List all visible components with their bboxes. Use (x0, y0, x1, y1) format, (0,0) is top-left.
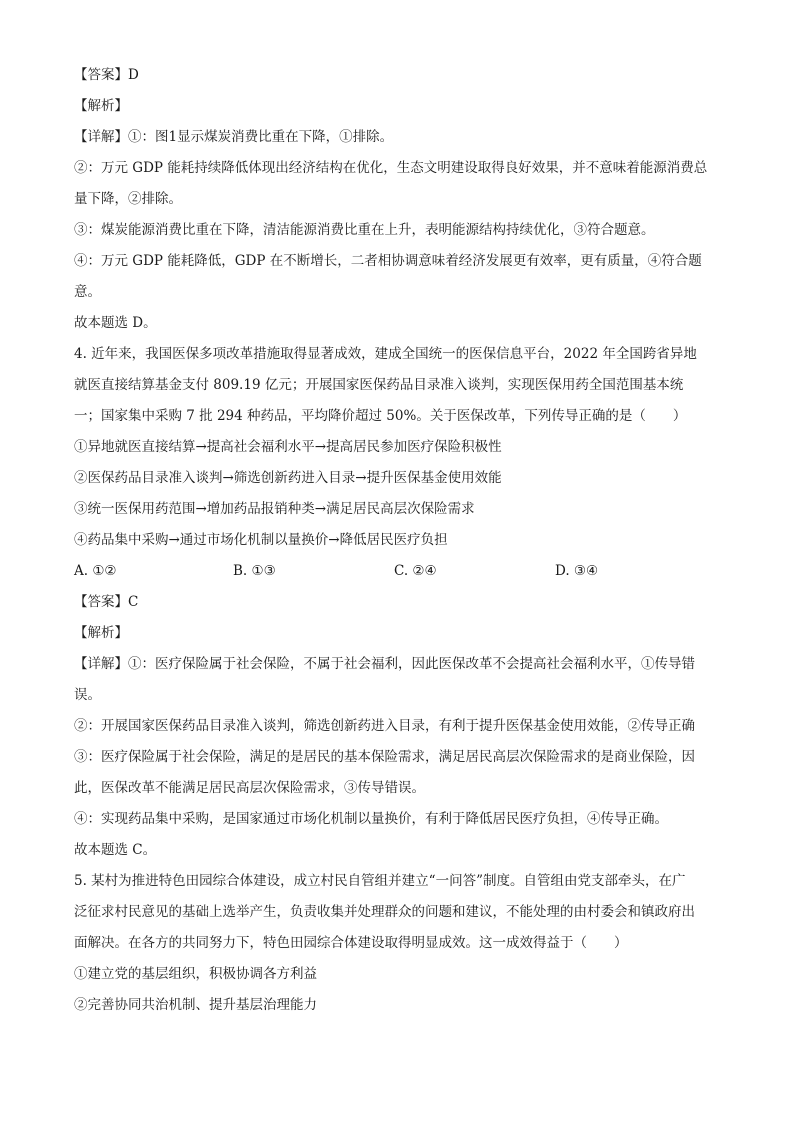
detail-line: 量下降，②排除。 (74, 191, 182, 207)
question-stem: 泛征求村民意见的基础上选举产生，负责收集并处理群众的问题和建议，不能处理的由村委会和镇政府出 (74, 904, 695, 920)
question-item: ①异地就医直接结算→提高社会福利水平→提高居民参加医疗保险积极性 (74, 439, 502, 455)
detail-line: 误。 (74, 687, 101, 703)
question-item: ④药品集中采购→通过市场化机制以量换价→降低居民医疗负担 (74, 532, 448, 548)
detail-line: 【详解】①：医疗保险属于社会保险，不属于社会福利，因此医保改革不会提高社会福利水平，①传导错 (74, 656, 695, 672)
question-stem: 面解决。在各方的共同努力下，特色田园综合体建设取得明显成效。这一成效得益于（ ） (74, 935, 628, 951)
question-stem: 一；国家集中采购 7 批 294 种药品，平均降价超过 50%。关于医保改革，下列传导正确的是（ ） (74, 408, 687, 424)
question-stem: 5. 某村为推进特色田园综合体建设，成立村民自管组并建立“一问答”制度。自管组由党支部牵头，在广 (74, 873, 686, 889)
option-a: A. ①② (74, 563, 117, 579)
option-c: C. ②④ (394, 563, 437, 579)
detail-line: ③：煤炭能源消费比重在下降，清洁能源消费比重在上升，表明能源结构持续优化，③符合题意。 (74, 222, 655, 238)
option-b: B. ①③ (233, 563, 276, 579)
answer-options (74, 556, 724, 587)
detail-line: ③：医疗保险属于社会保险，满足的是居民的基本保险需求，满足居民高层次保险需求的是商业保险，因 (74, 749, 695, 765)
question-item: ①建立党的基层组织，积极协调各方利益 (74, 966, 317, 982)
answer-label: 【答案】D (74, 67, 139, 83)
detail-line: 故本题选 C。 (74, 842, 157, 858)
detail-line: 【详解】①：图1显示煤炭消费比重在下降，①排除。 (74, 129, 394, 145)
detail-line: 此，医保改革不能满足居民高层次保险需求，③传导错误。 (74, 780, 425, 796)
detail-line: 意。 (74, 284, 101, 300)
detail-line: ④：实现药品集中采购，是国家通过市场化机制以量换价，有利于降低居民医疗负担，④传导正确。 (74, 811, 668, 827)
question-stem: 4. 近年来，我国医保多项改革措施取得显著成效，建成全国统一的医保信息平台，2022 年全国跨省异地 (74, 346, 697, 362)
question-stem: 就医直接结算基金支付 809.19 亿元；开展国家医保药品目录准入谈判，实现医保用药全国范围基本统 (74, 377, 684, 393)
question-item: ②医保药品目录准入谈判→筛选创新药进入目录→提升医保基金使用效能 (74, 470, 502, 486)
option-d: D. ③④ (555, 563, 599, 579)
question-item: ②完善协同共治机制、提升基层治理能力 (74, 997, 317, 1013)
detail-line: 故本题选 D。 (74, 315, 157, 331)
question-item: ③统一医保用药范围→增加药品报销种类→满足居民高层次保险需求 (74, 501, 475, 517)
detail-line: ②：开展国家医保药品目录准入谈判，筛选创新药进入目录，有利于提升医保基金使用效能，②传导正确 (74, 718, 695, 734)
answer-label: 【答案】C (74, 594, 139, 610)
detail-line: ②：万元 GDP 能耗持续降低体现出经济结构在优化，生态文明建设取得良好效果，并不意味着能源消费总 (74, 160, 708, 176)
document-page (74, 60, 724, 1021)
detail-line: ④：万元 GDP 能耗降低，GDP 在不断增长，二者相协调意味着经济发展更有效率，更有质量，④符合题 (74, 253, 702, 269)
analysis-label: 【解析】 (74, 625, 128, 641)
analysis-label: 【解析】 (74, 98, 128, 114)
